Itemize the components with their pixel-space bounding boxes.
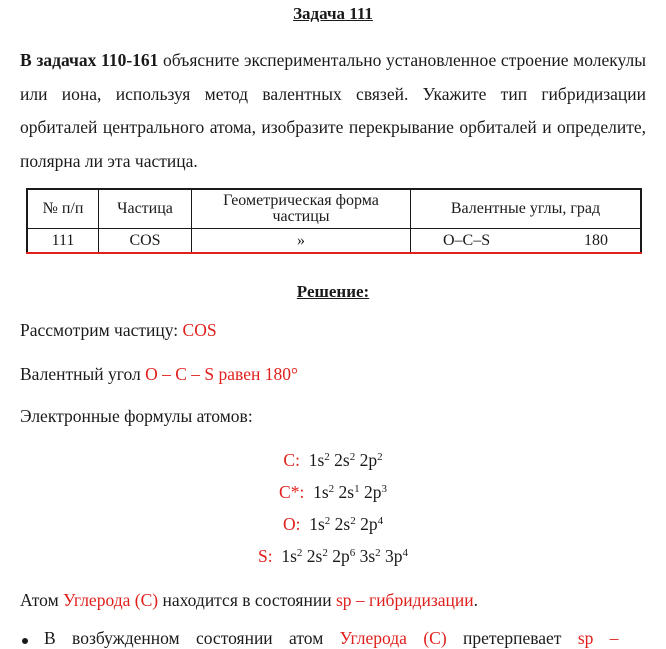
cell-number: 111 xyxy=(27,229,99,254)
state-text-3: . xyxy=(473,590,478,610)
formulas-heading: Электронные формулы атомов: xyxy=(20,406,253,426)
consider-line xyxy=(20,320,217,341)
state-text-2: находится в состоянии xyxy=(158,590,336,610)
angle-line-value: O – C – S равен 180° xyxy=(145,364,298,384)
formula-atom: C*: xyxy=(279,482,305,502)
header-angles: Валентные углы, град xyxy=(411,189,642,229)
header-number: № п/п xyxy=(27,189,99,229)
formula-row xyxy=(0,450,666,471)
formula-row xyxy=(0,514,666,535)
formula-atom: S: xyxy=(257,546,273,566)
cell-angles xyxy=(411,229,642,254)
formula-row xyxy=(0,546,666,567)
orbital-term: $3s^2$ xyxy=(359,546,381,566)
table-header-row xyxy=(27,189,641,229)
state-red-2: sp – гибридизации xyxy=(335,590,474,610)
orbital-term: $1s^2$ xyxy=(309,514,331,534)
cell-angle-atoms: O–C–S xyxy=(443,232,491,249)
intro-bold-lead: В задачах 110-161 xyxy=(20,50,159,70)
orbital-term: $2p^3$ xyxy=(363,482,387,502)
task-title: Задача 111 xyxy=(293,4,373,23)
angle-line xyxy=(20,364,298,385)
solution-title: Решение: xyxy=(296,282,370,301)
consider-particle: COS xyxy=(182,320,217,340)
task-intro xyxy=(20,44,646,178)
formula-atom: C: xyxy=(283,450,300,470)
angle-line-text: Валентный угол xyxy=(20,364,146,384)
orbital-term: $1s^2$ xyxy=(308,450,330,470)
orbital-term: $2s^2$ xyxy=(334,514,356,534)
intro-text: объясните экспериментально установленное строение молекулы или иона, используя метод валентных связей. Укажите тип гибридизации орбиталей центрального атома, изобразите перекрывание орбиталей и определите, полярна ли эта частица. xyxy=(20,50,646,171)
bullet-red-1: Углерода (С) xyxy=(339,628,447,648)
formula-row xyxy=(0,482,666,503)
orbital-term: $2p^6$ xyxy=(332,546,356,566)
bullet-text-2: претерпевает xyxy=(446,628,578,648)
orbital-term: $2p^4$ xyxy=(360,514,384,534)
orbital-term: $3p^4$ xyxy=(385,546,409,566)
cell-angle-value: 180 xyxy=(584,232,608,249)
table-underline xyxy=(26,252,642,254)
orbital-term: $2s^1$ xyxy=(338,482,360,502)
state-red-1: Углерода (С) xyxy=(63,590,159,610)
bullet-text-1: В возбужденном состоянии атом xyxy=(44,628,340,648)
cell-particle: COS xyxy=(99,229,192,254)
cell-shape: » xyxy=(192,229,411,254)
orbital-term: $1s^2$ xyxy=(313,482,335,502)
orbital-term: $2p^2$ xyxy=(359,450,383,470)
orbital-term: $2s^2$ xyxy=(334,450,356,470)
table-row xyxy=(27,229,641,254)
orbital-term: $1s^2$ xyxy=(281,546,303,566)
formula-atom: O: xyxy=(282,514,301,534)
header-shape: Геометрическая форма частицы xyxy=(192,189,411,229)
header-particle: Частица xyxy=(99,189,192,229)
task-table xyxy=(26,188,642,254)
orbital-term: $2s^2$ xyxy=(306,546,328,566)
bullet-icon xyxy=(22,638,28,644)
consider-text: Рассмотрим частицу: xyxy=(20,320,183,340)
state-text-1: Атом xyxy=(20,590,64,610)
hybridization-line xyxy=(20,590,478,611)
bullet-red-2: sp – xyxy=(577,628,619,648)
